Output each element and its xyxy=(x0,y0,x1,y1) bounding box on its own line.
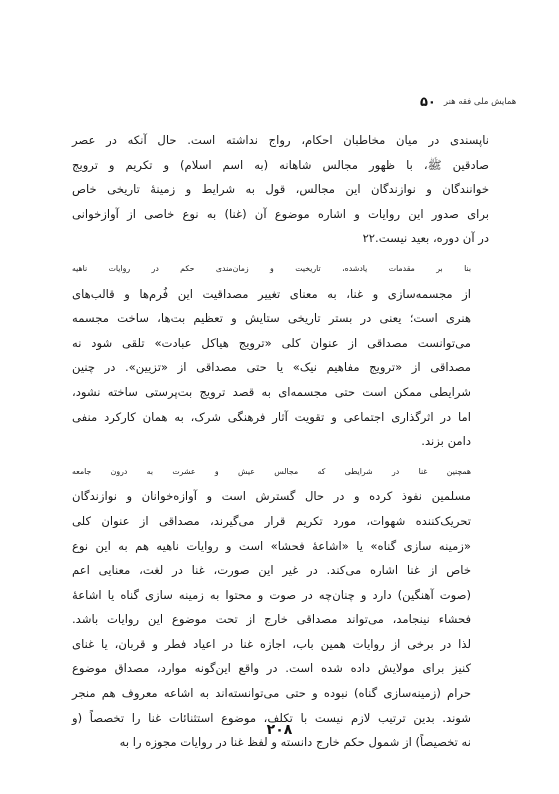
text-line: ناپسندی در میان مخاطبان احکام، رواج نداشته است. حال آنکه در عصر xyxy=(72,133,489,147)
text-line: شرایطی ممکن است حتی مجسمه‌ای به قصد ترویج بت‌پرستی ساخته نشود، xyxy=(72,384,471,399)
text-line: شوند. بدین ترتیب لازم نیست با تکلف، موضوع استثنائات غنا را تخصصاً (و xyxy=(72,710,471,725)
text-line: برای صدور این روایات و اشاره موضوع آن (غنا) به نوع خاصی از آوازخوانی xyxy=(72,206,489,221)
page-number: ۲۰۸ xyxy=(266,722,293,738)
text-line: خاص از غنا اشاره می‌کند. در غیر این صورت، غنا در لغت، معنایی اعم xyxy=(72,563,471,578)
text-line: از مجسمه‌سازی و غنا، به معنای تغییر مصداقیت این فُرم‌ها و قالب‌های xyxy=(72,286,471,301)
text-line: نه تخصیصاً) از شمول حکم خارج دانسته و لفظ غنا در روایات مجوزه را به xyxy=(119,735,471,750)
text-line: مصداقی از «ترویج مفاهیم نیک» یا حتی مصداقی از «تزیین». در چنین xyxy=(72,360,471,375)
paragraph xyxy=(72,257,489,454)
text-line: خوانندگان و نوازندگان این مجالس، قول به شرایط و زمینهٔ تاریخی خاص xyxy=(72,182,489,197)
text-line: فحشاء نینجامد، می‌تواند مصداقی خارج از تحت موضوع این روایات باشد. xyxy=(72,612,471,627)
text-line: همچنین غنا در شرایطی که مجالس عیش و عشرت به درون جامعه xyxy=(72,466,471,476)
text-line: کنیز برای مولایش داده شده است. در واقع این‌گونه موارد، مصداق موضوع xyxy=(72,661,471,676)
text-line: لذا در برخی از روایات همین باب، اجازه غنا در اعیاد فطر و قربان، یا غنای xyxy=(72,636,471,651)
text-line: هنری است؛ یعنی در بستر تاریخی ستایش و تعظیم بت‌ها، ساخت مجسمه xyxy=(72,311,471,326)
text-line: می‌توانست مصداقی از عنوان کلی «ترویج هیاکل عبادت» تلقی شود نه xyxy=(72,335,471,350)
paragraph xyxy=(72,460,489,755)
text-line: بنا بر مقدمات یادشده، تاریخیت و زمان‌مندی حکم در روایات ناهیه xyxy=(72,263,471,273)
text-line: حرام (زمینه‌سازی گناه) نبوده و حتی می‌توانسته‌اند به اشاعه معروف هم منجر xyxy=(72,686,471,701)
text-line: در آن دوره، بعید نیست.۲۲ xyxy=(362,231,489,246)
text-line: اما در اثرگذاری اجتماعی و تقویت آثار فرهنگی شرک، به همان کارکرد منفی xyxy=(72,409,471,424)
paragraph xyxy=(72,128,489,251)
text-line: مسلمین نفوذ کرده و در حال گسترش است و آوازه‌خوانان و نوازندگان xyxy=(72,489,471,504)
text-line: دامن بزند. xyxy=(421,434,471,449)
running-title: همایش ملی فقه هنر xyxy=(443,97,517,107)
text-line: صادقین ﷺ، با ظهور مجالس شاهانه (به اسم اسلام) و تکریم و ترویج xyxy=(72,157,489,172)
chapter-marker: ۵۰ xyxy=(420,94,436,110)
text-line: تحریک‌کننده شهوات، مورد تکریم قرار می‌گیرند، مصداقی از عنوان کلی xyxy=(72,513,471,528)
running-header xyxy=(420,94,517,110)
text-line: (صوت آهنگین) دارد و چنان‌چه در صوت و محتوا به زمینه سازی گناه یا اشاعهٔ xyxy=(72,587,471,602)
body-text xyxy=(72,128,489,761)
text-line: «زمینه سازی گناه» یا «اشاعهٔ فحشا» است و روایات ناهیه هم به این نوع xyxy=(72,538,471,553)
